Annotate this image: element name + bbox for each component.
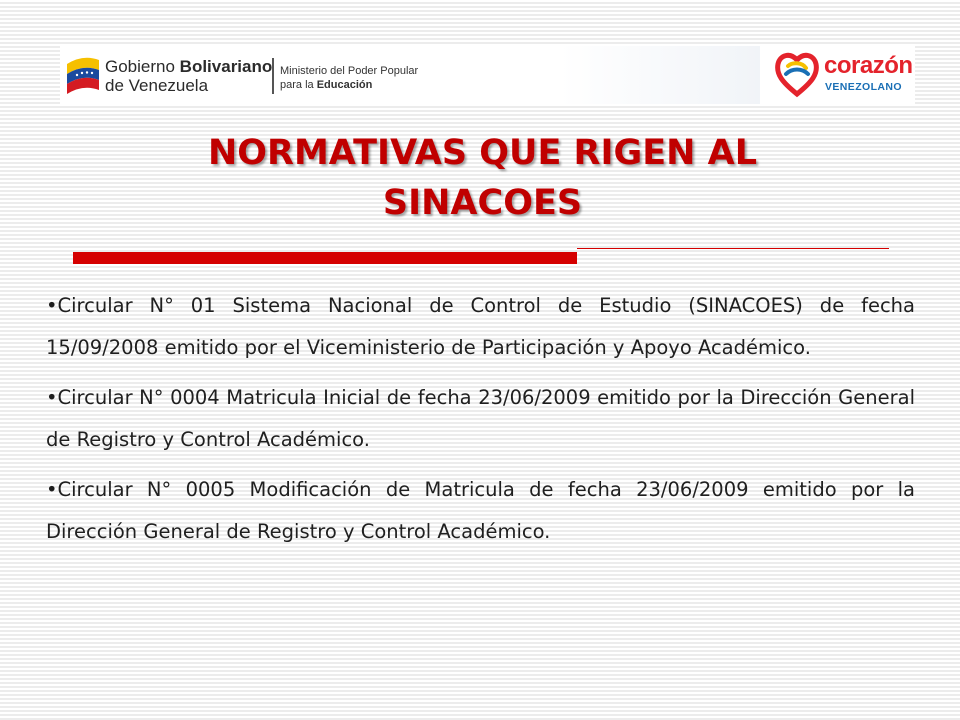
venezuela-flag-icon [65, 54, 103, 94]
venezolano-text: VENEZOLANO [825, 81, 902, 93]
logo-divider [272, 58, 274, 94]
gobierno-text: Gobierno Bolivariano [105, 57, 273, 76]
heart-icon [774, 50, 820, 98]
normativas-list [46, 285, 915, 561]
list-item: •Circular N° 0004 Matricula Inicial de fecha 23/06/2009 emitido por la Dirección General de Registro y Control Académico. [46, 386, 915, 451]
banner-gradient [560, 46, 760, 104]
header-banner [60, 46, 915, 104]
list-item: •Circular N° 0005 Modificación de Matricula de fecha 23/06/2009 emitido por la Dirección General de Registro y Control Académico. [46, 478, 915, 543]
title-underline-thin [577, 248, 889, 249]
corazon-venezolano-logo [772, 50, 917, 102]
educacion-text: para la Educación [280, 79, 373, 91]
title-line-1: NORMATIVAS QUE RIGEN AL [207, 133, 758, 173]
de-venezuela-text: de Venezuela [105, 76, 209, 95]
corazon-text: corazón [824, 52, 913, 79]
gobierno-bolivariano-logo [65, 54, 425, 98]
ministerio-text: Ministerio del Poder Popular [280, 65, 419, 77]
list-item: •Circular N° 01 Sistema Nacional de Control de Estudio (SINACOES) de fecha 15/09/2008 emitido por el Viceministerio de Participación y Apoyo Académico. [46, 294, 915, 359]
slide-title [60, 128, 905, 228]
title-line-2: SINACOES [382, 183, 583, 223]
title-underline-thick [73, 252, 577, 264]
